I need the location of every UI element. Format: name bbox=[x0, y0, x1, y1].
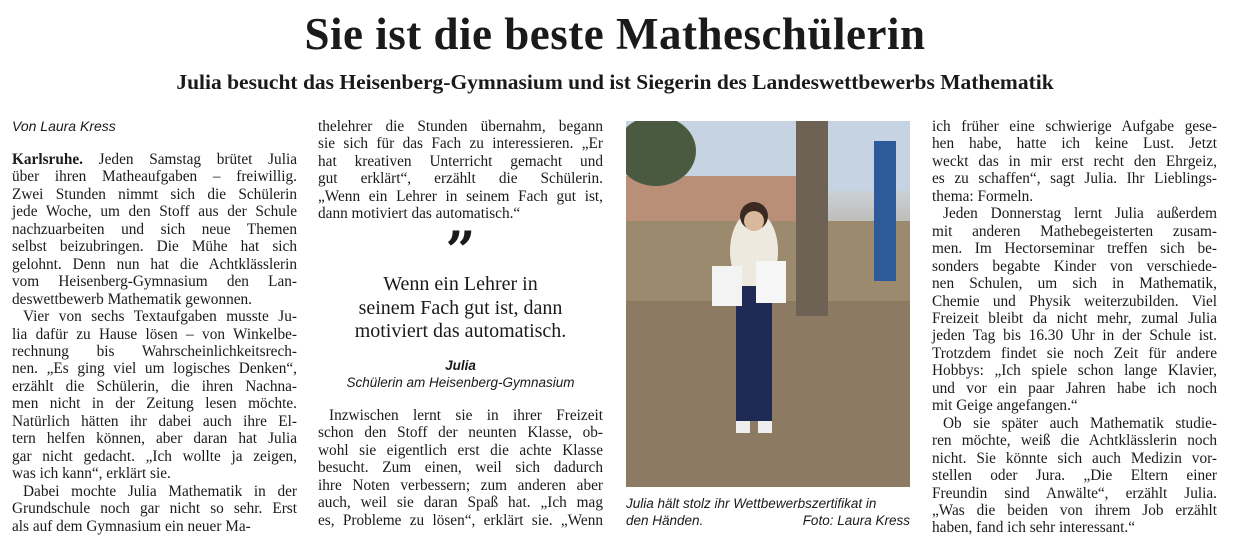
text-line: haben, fand ich sehr interessant.“ bbox=[932, 519, 1136, 537]
headline: Sie ist die beste Matheschülerin bbox=[304, 9, 926, 59]
dateline: Karlsruhe. bbox=[12, 151, 83, 168]
text-line: Zwei Stunden nimmt sich die Schülerin bbox=[12, 185, 297, 203]
article-column-1 bbox=[12, 151, 297, 535]
byline: Von Laura Kress bbox=[12, 118, 116, 134]
text-line: schon den Stoff der neunten Klasse, ob- bbox=[318, 424, 603, 442]
text-line: thema: Formeln. bbox=[932, 187, 1034, 205]
text-line: sie sich für das Fach zu interessieren. „Er bbox=[318, 135, 603, 153]
article-column-2-bottom bbox=[318, 407, 603, 529]
text-line: mit anderen Mathebegeisterten zusam- bbox=[932, 222, 1217, 240]
article-column-4 bbox=[932, 118, 1217, 537]
text-line: nen. „Es ging viel um logisches Denken“, bbox=[12, 360, 297, 378]
text-line: was ich kann“, erklärt sie. bbox=[12, 465, 171, 483]
text-line: jede Woche, um den Stoff aus der Schule bbox=[12, 203, 297, 221]
text-line: ihre Noten verbessern; zum anderen aber bbox=[318, 476, 603, 494]
text-line: ren möchte, weiß die Achtklässlerin noch bbox=[932, 432, 1217, 450]
article-column-2-top bbox=[318, 118, 603, 223]
text-line: auch, weil sie daran Spaß hat. „Ich mag bbox=[318, 494, 603, 512]
text-line bbox=[12, 151, 297, 168]
text-line: Jeden Donnerstag lernt Julia außerdem bbox=[943, 205, 1217, 223]
pull-quote-line: Wenn ein Lehrer in bbox=[383, 273, 538, 295]
text-line: rechnung bis Wahrscheinlichkeitsrech- bbox=[12, 342, 297, 360]
text-line: men. Im Hectorseminar treffen sich be- bbox=[932, 240, 1217, 258]
text-line: Vier von sechs Textaufgaben musste Ju- bbox=[23, 308, 297, 326]
text-line: vom Heisenberg-Gymnasium den Lan- bbox=[12, 273, 297, 291]
text-line: Ob sie später auch Mathematik studie- bbox=[943, 414, 1217, 432]
text-line: Inzwischen lernt sie in ihrer Freizeit bbox=[329, 407, 603, 424]
text-line: men nicht in der Zeitung lesen möchte. bbox=[12, 395, 297, 413]
text-line: Freizeit bleibt da nicht mehr, zumal Julia bbox=[932, 309, 1217, 327]
text-line: jeden Tag bis 16.30 Uhr in der Schule ist. bbox=[932, 327, 1217, 345]
text-line: besucht. Zum einen, weil sich dadurch bbox=[318, 459, 603, 477]
text-line: dann motiviert das automatisch.“ bbox=[318, 205, 521, 223]
text-line: wohl sie eigentlich erst die achte Klasse bbox=[318, 441, 603, 459]
quote-mark-icon: ” bbox=[445, 221, 476, 282]
text-line: Chemie und Physik weiterzubilden. Viel bbox=[932, 292, 1217, 310]
text-line: über ihren Matheaufgaben – freiwillig. bbox=[12, 168, 297, 186]
pull-quote-role: Schülerin am Heisenberg-Gymnasium bbox=[346, 375, 575, 390]
text-line: stellen oder Jura. „Die Eltern einer bbox=[932, 467, 1217, 485]
text-line: ich früher eine schwierige Aufgabe gese- bbox=[932, 118, 1217, 135]
text-line: weckt das in mir erst recht den Ehrgeiz, bbox=[932, 152, 1217, 170]
subheadline: Julia besucht das Heisenberg-Gymnasium und ist Siegerin des Landeswettbewerbs Mathematik bbox=[176, 70, 1054, 94]
text-line: nen Schulen, um sich in Mathematik, bbox=[932, 275, 1217, 293]
photo-caption bbox=[626, 495, 910, 529]
text-line: Freundin sind Anwälte“, erzählt Julia. bbox=[932, 484, 1217, 502]
text-line: als auf dem Gymnasium ein neuer Ma- bbox=[12, 517, 251, 535]
text-line: erzählt die Schülerin, die ihren Nachna- bbox=[12, 377, 297, 395]
text-line: es, Probleme zu lösen“, erklärt sie. „Wenn bbox=[318, 511, 603, 529]
text-line: lia dafür zu Hause lösen – von Winkelbe- bbox=[12, 325, 297, 343]
text-line: Dabei mochte Julia Mathematik in der bbox=[23, 482, 297, 500]
text-line: gar nicht gedacht. „Ich wollte ja zeigen, bbox=[12, 447, 297, 465]
text-line: gut erklärt“, erzählt die Schülerin. bbox=[318, 170, 603, 188]
caption-line: Julia hält stolz ihr Wettbewerbszertifikat in bbox=[626, 496, 877, 511]
pull-quote bbox=[318, 273, 603, 344]
pull-quote-line: motiviert das automatisch. bbox=[354, 320, 567, 342]
text-line: nachzuarbeiten und sich neue Themen bbox=[12, 220, 297, 238]
text-line: thelehrer die Stunden übernahm, begann bbox=[318, 118, 603, 135]
pull-quote-author: Julia bbox=[445, 358, 476, 373]
text-line: es zu schaffen“, sagt Julia. Ihr Lieblings- bbox=[932, 170, 1217, 188]
text-line: sonders begabte Kinder von verschiede- bbox=[932, 257, 1217, 275]
text-line: Natürlich hätten ihr dabei auch ihre El- bbox=[12, 412, 297, 430]
photo-credit: Foto: Laura Kress bbox=[802, 513, 910, 528]
article-photo bbox=[626, 121, 910, 487]
text-line: „Wenn ein Lehrer in seinem Fach gut ist, bbox=[318, 187, 603, 205]
text-line: Hobbys: „Ich spiele schon lange Klavier, bbox=[932, 362, 1217, 380]
text-line: mit Geige angefangen.“ bbox=[932, 397, 1078, 415]
caption-line: den Händen. bbox=[626, 513, 704, 528]
text-line: „Was die beiden von ihrem Job erzählt bbox=[932, 501, 1217, 519]
pull-quote-line: seinem Fach gut ist, dann bbox=[358, 296, 563, 319]
text-line-rest: Jeden Samstag brütet Julia bbox=[98, 151, 297, 168]
text-line: gelohnt. Denn nun hat die Achtklässlerin bbox=[12, 255, 297, 273]
text-line: hen habe, hatte ich keine Lust. Jetzt bbox=[932, 135, 1217, 153]
text-line: tern helfen können, aber daran hat Julia bbox=[12, 430, 297, 448]
text-line: selbst beizubringen. Die Mühe hat sich bbox=[12, 238, 297, 256]
text-line: hat kreativen Unterricht gemacht und bbox=[318, 152, 603, 170]
text-line: und vor ein paar Jahren habe ich noch bbox=[932, 379, 1217, 397]
text-line: deswettbewerb Mathematik gewonnen. bbox=[12, 290, 252, 308]
text-line: nicht. Sie könnte sich auch Medizin vor- bbox=[932, 449, 1217, 467]
text-line: Grundschule noch gar nicht so sehr. Erst bbox=[12, 500, 297, 518]
text-line: Trotzdem findet sie noch Zeit für andere bbox=[932, 344, 1217, 362]
